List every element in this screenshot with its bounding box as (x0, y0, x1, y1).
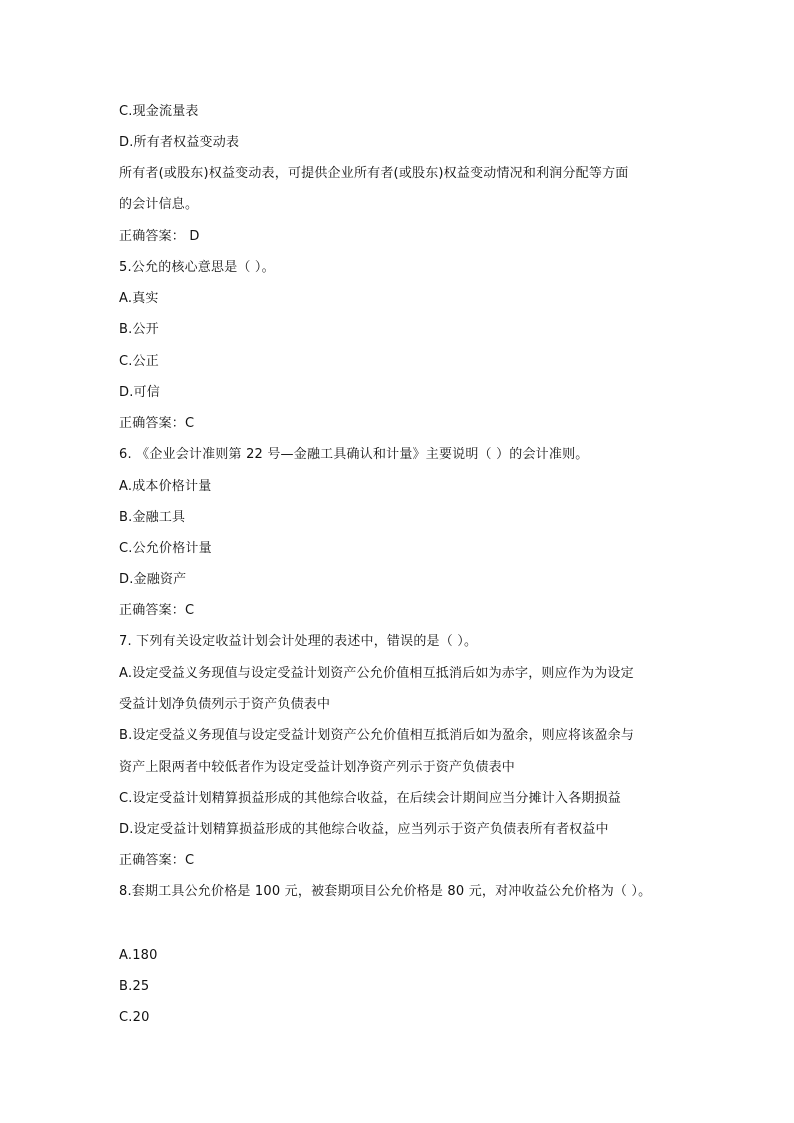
option-d-equity-statement: D.所有者权益变动表 (119, 135, 240, 150)
q7-option-c: C.设定受益计划精算损益形成的其他综合收益，在后续会计期间应当分摊计入各期损益 (119, 791, 622, 806)
q6-option-b: B.金融工具 (119, 510, 186, 525)
explanation-line-2: 的会计信息。 (119, 197, 199, 212)
q8-option-c: C.20 (119, 1010, 150, 1025)
q5-option-a: A.真实 (119, 291, 159, 306)
q7-option-d: D.设定受益计划精算损益形成的其他综合收益，应当列示于资产负债表所有者权益中 (119, 822, 609, 837)
option-c-cash-flow-statement: C.现金流量表 (119, 104, 199, 119)
question-7: 7. 下列有关设定收益计划会计处理的表述中，错误的是（ ）。 (119, 634, 478, 649)
q5-option-c: C.公正 (119, 354, 160, 369)
q7-option-b-line-2: 资产上限两者中较低者作为设定受益计划净资产列示于资产负债表中 (119, 760, 516, 775)
answer-q4: 正确答案： D (119, 229, 200, 244)
answer-q6: 正确答案：C (119, 603, 195, 618)
question-5: 5.公允的核心意思是（ ）。 (119, 260, 275, 275)
q7-option-a-line-1: A.设定受益义务现值与设定受益计划资产公允价值相互抵消后如为赤字，则应作为为设定 (119, 666, 634, 681)
q8-option-a: A.180 (119, 948, 158, 963)
q6-option-a: A.成本价格计量 (119, 479, 212, 494)
q6-option-c: C.公允价格计量 (119, 541, 212, 556)
question-8: 8.套期工具公允价格是 100 元，被套期项目公允价格是 80 元，对冲收益公允价格为（ ）。 (119, 884, 652, 899)
q5-option-d: D.可信 (119, 385, 160, 400)
explanation-line-1: 所有者(或股东)权益变动表，可提供企业所有者(或股东)权益变动情况和利润分配等方面 (119, 166, 629, 181)
answer-q7: 正确答案：C (119, 853, 195, 868)
question-6: 6. 《企业会计准则第 22 号—金融工具确认和计量》主要说明（ ）的会计准则。 (119, 447, 589, 462)
answer-q5: 正确答案：C (119, 416, 195, 431)
q5-option-b: B.公开 (119, 322, 159, 337)
q7-option-a-line-2: 受益计划净负债列示于资产负债表中 (119, 697, 331, 712)
q8-option-b: B.25 (119, 979, 150, 994)
q6-option-d: D.金融资产 (119, 572, 187, 587)
q7-option-b-line-1: B.设定受益义务现值与设定受益计划资产公允价值相互抵消后如为盈余，则应将该盈余与 (119, 728, 635, 743)
